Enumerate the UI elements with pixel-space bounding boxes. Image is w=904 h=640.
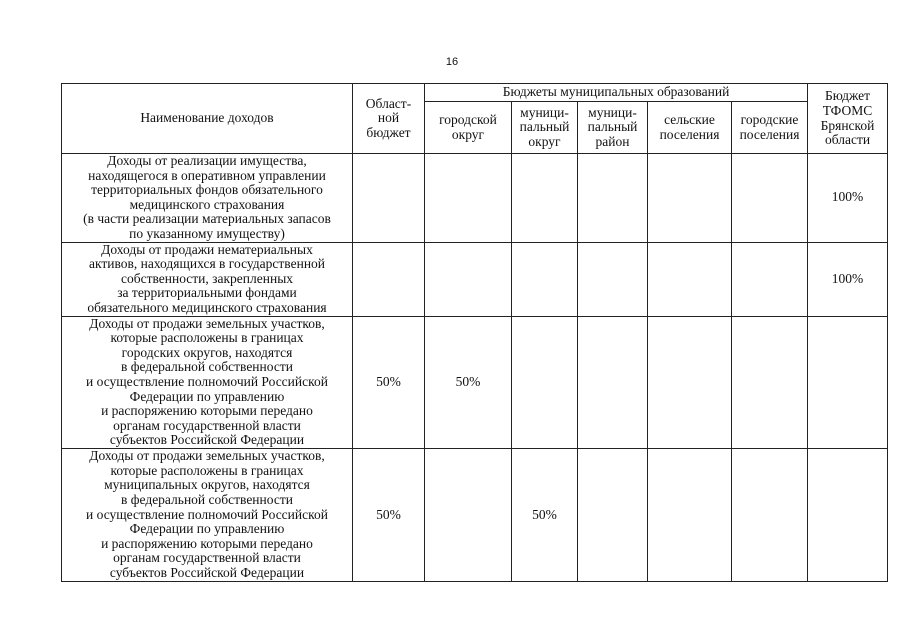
regional-share: 50%: [353, 316, 425, 448]
header-urban-settlements: городские поселения: [732, 102, 808, 154]
city-district-share: [425, 154, 512, 243]
rural-settlements-share: [648, 316, 732, 448]
tfoms-share: [808, 448, 888, 581]
rural-settlements-share: [648, 448, 732, 581]
table-row: [62, 242, 888, 316]
table-row: [62, 448, 888, 581]
header-municipal-rayon: муници- пальный район: [578, 102, 648, 154]
tfoms-share: 100%: [808, 154, 888, 243]
urban-settlements-share: [732, 316, 808, 448]
header-municipal-budgets: Бюджеты муниципальных образований: [425, 84, 808, 102]
municipal-rayon-share: [578, 242, 648, 316]
urban-settlements-share: [732, 154, 808, 243]
municipal-okrug-share: [512, 242, 578, 316]
header-municipal-okrug: муници- пальный округ: [512, 102, 578, 154]
header-revenue-name: Наименование доходов: [62, 84, 353, 154]
municipal-rayon-share: [578, 448, 648, 581]
city-district-share: [425, 242, 512, 316]
tfoms-share: [808, 316, 888, 448]
city-district-share: [425, 448, 512, 581]
municipal-okrug-share: [512, 154, 578, 243]
regional-share: [353, 242, 425, 316]
regional-share: 50%: [353, 448, 425, 581]
urban-settlements-share: [732, 242, 808, 316]
revenue-name: Доходы от реализации имущества, находящегося в оперативном управлении территориальных фондов обязательного медицинского страхования (в части реализации материальных запасов по указанному имуществу): [62, 154, 353, 243]
header-tfoms-budget: Бюджет ТФОМС Брянской области: [808, 84, 888, 154]
revenue-name: Доходы от продажи нематериальных активов, находящихся в государственной собственности, закрепленных за территориальными фондами обязательного медицинского страхования: [62, 242, 353, 316]
municipal-okrug-share: 50%: [512, 448, 578, 581]
revenue-name: Доходы от продажи земельных участков, которые расположены в границах городских округов, находятся в федеральной собственности и осуществление полномочий Российской Федерации по управлению и распоряжению которыми передано органам государственной власти субъектов Российской Федерации: [62, 316, 353, 448]
municipal-okrug-share: [512, 316, 578, 448]
header-city-district: городской округ: [425, 102, 512, 154]
regional-share: [353, 154, 425, 243]
city-district-share: 50%: [425, 316, 512, 448]
rural-settlements-share: [648, 242, 732, 316]
revenue-distribution-table: [61, 83, 888, 582]
rural-settlements-share: [648, 154, 732, 243]
revenue-name: Доходы от продажи земельных участков, которые расположены в границах муниципальных округов, находятся в федеральной собственности и осуществление полномочий Российской Федерации по управлению и распоряжению которыми передано органам государственной власти субъектов Российской Федерации: [62, 448, 353, 581]
page-number: 16: [445, 56, 459, 68]
table-row: [62, 154, 888, 243]
municipal-rayon-share: [578, 316, 648, 448]
table-row: [62, 316, 888, 448]
tfoms-share: 100%: [808, 242, 888, 316]
header-rural-settlements: сельские поселения: [648, 102, 732, 154]
header-regional-budget: Област- ной бюджет: [353, 84, 425, 154]
urban-settlements-share: [732, 448, 808, 581]
municipal-rayon-share: [578, 154, 648, 243]
